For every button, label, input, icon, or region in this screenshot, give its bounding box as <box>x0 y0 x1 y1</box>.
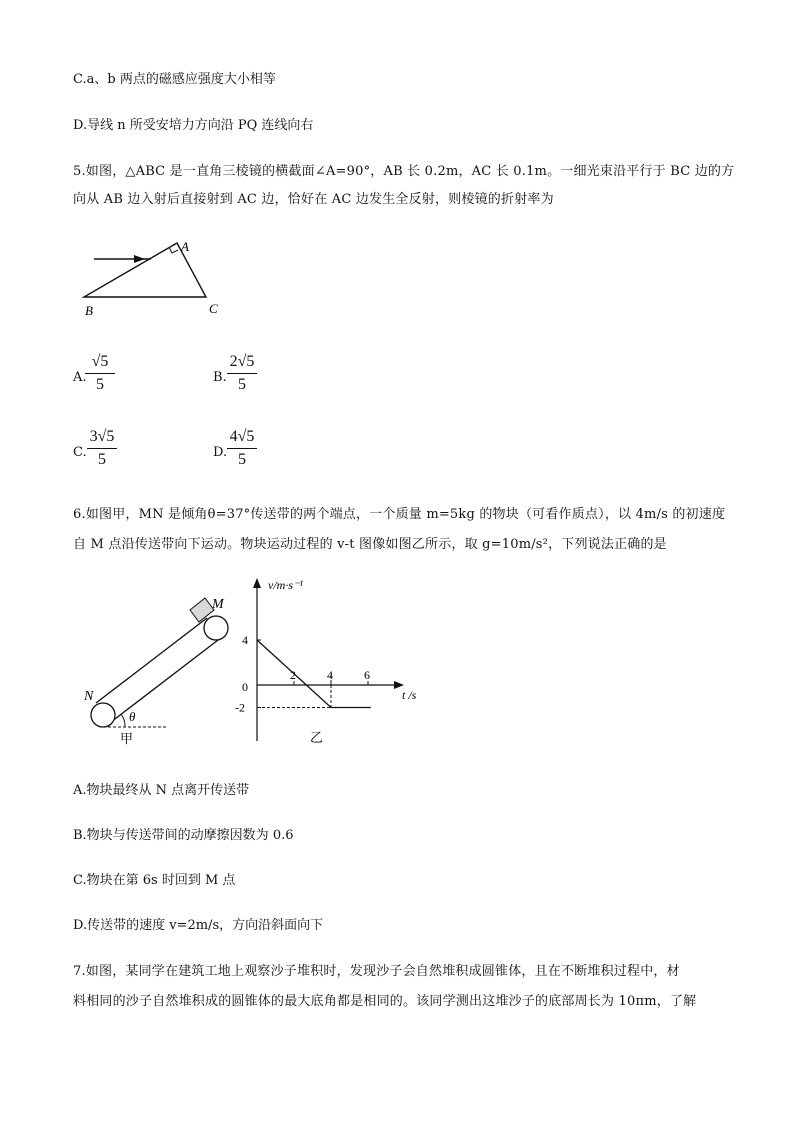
y-tick-label: -2 <box>235 700 245 715</box>
q4-option-c: C.a、b 两点的磁感应强度大小相等 <box>73 72 276 87</box>
q7-stem-line1: 7.如图，某同学在建筑工地上观察沙子堆积时，发现沙子会自然堆积成圆锥体，且在不断堆积过程中，材 <box>73 964 680 979</box>
vertex-b-label: B <box>85 303 93 318</box>
q5-option-d-label: D. <box>213 445 228 460</box>
q5-stem-line2: 向从 AB 边入射后直接射到 AC 边，恰好在 AC 边发生全反射，则棱镜的折射率为 <box>73 192 554 207</box>
fraction-numerator: √5 <box>91 353 109 370</box>
x-tick-label: 6 <box>364 668 370 682</box>
q5-option-b-fraction <box>227 352 257 395</box>
fraction-numerator: 2√5 <box>229 353 255 370</box>
fraction-bar <box>85 373 115 374</box>
q5-option-c-label: C. <box>73 445 87 460</box>
q5-stem-line1: 5.如图，△ABC 是一直角三棱镜的横截面∠A=90°，AB 长 0.2m，AC 长 0.1m。一细光束沿平行于 BC 边的方 <box>73 164 735 179</box>
fraction-denominator: 5 <box>98 451 106 468</box>
x-axis-label: t /s <box>402 688 417 702</box>
x-tick-label: 4 <box>327 668 333 682</box>
angle-arc <box>121 714 125 727</box>
fraction-bar <box>227 448 257 449</box>
pulley-n <box>91 703 115 727</box>
theta-label: θ <box>129 709 136 724</box>
x-tick-label: 2 <box>290 668 296 682</box>
n-label: N <box>84 689 94 704</box>
figure-jia-caption: 甲 <box>120 731 134 746</box>
q4-option-d: D.导线 n 所受安培力方向沿 PQ 连线向右 <box>73 118 314 133</box>
q6-stem-line1: 6.如图甲，MN 是倾角θ=37°传送带的两个端点，一个质量 m=5kg 的物块（可看作质点），以 4m/s 的初速度 <box>73 507 726 522</box>
q6-option-d[interactable]: D.传送带的速度 v=2m/s，方向沿斜面向下 <box>73 918 324 933</box>
vt-axes <box>253 578 404 741</box>
fraction-bar <box>227 373 257 374</box>
conveyor-belt-diagram <box>80 588 250 748</box>
q6-option-a[interactable]: A.物块最终从 N 点离开传送带 <box>73 783 250 798</box>
fraction-bar <box>87 448 117 449</box>
origin-label: 0 <box>242 680 248 694</box>
y-axis-arrow <box>253 578 261 588</box>
q5-option-a-label: A. <box>73 370 87 385</box>
figure-yi-caption: 乙 <box>310 730 324 745</box>
vt-marks <box>235 633 371 715</box>
vt-series-line <box>257 640 368 708</box>
fraction-denominator: 5 <box>238 451 246 468</box>
q7-stem-line2: 料相同的沙子自然堆积成的圆锥体的最大底角都是相同的。该同学测出这堆沙子的底部周长为 10πm，了解 <box>73 994 697 1009</box>
right-angle-mark <box>169 247 178 253</box>
fraction-numerator: 3√5 <box>89 428 115 445</box>
vertex-c-label: C <box>209 301 218 316</box>
q5-option-a-fraction <box>85 352 115 395</box>
pulley-m <box>204 616 228 640</box>
y-tick-label: 4 <box>242 633 248 647</box>
m-label: M <box>212 597 224 612</box>
y-axis-label: v/m·s⁻¹ <box>268 578 303 592</box>
prism-diagram <box>78 235 258 325</box>
q5-option-b-label: B. <box>213 370 227 385</box>
q6-option-b[interactable]: B.物块与传送带间的动摩擦因数为 0.6 <box>73 828 294 843</box>
vt-graph <box>232 576 432 748</box>
fraction-denominator: 5 <box>238 376 246 393</box>
fraction-denominator: 5 <box>96 376 104 393</box>
fraction-numerator: 4√5 <box>229 428 255 445</box>
vertex-a-label: A <box>181 239 189 254</box>
q6-option-c[interactable]: C.物块在第 6s 时回到 M 点 <box>73 873 236 888</box>
q5-option-c-fraction <box>87 427 117 470</box>
q5-option-d-fraction <box>227 427 257 470</box>
q6-stem-line2: 自 M 点沿传送带向下运动。物块运动过程的 v-t 图像如图乙所示，取 g=10m/s²，下列说法正确的是 <box>73 537 667 552</box>
